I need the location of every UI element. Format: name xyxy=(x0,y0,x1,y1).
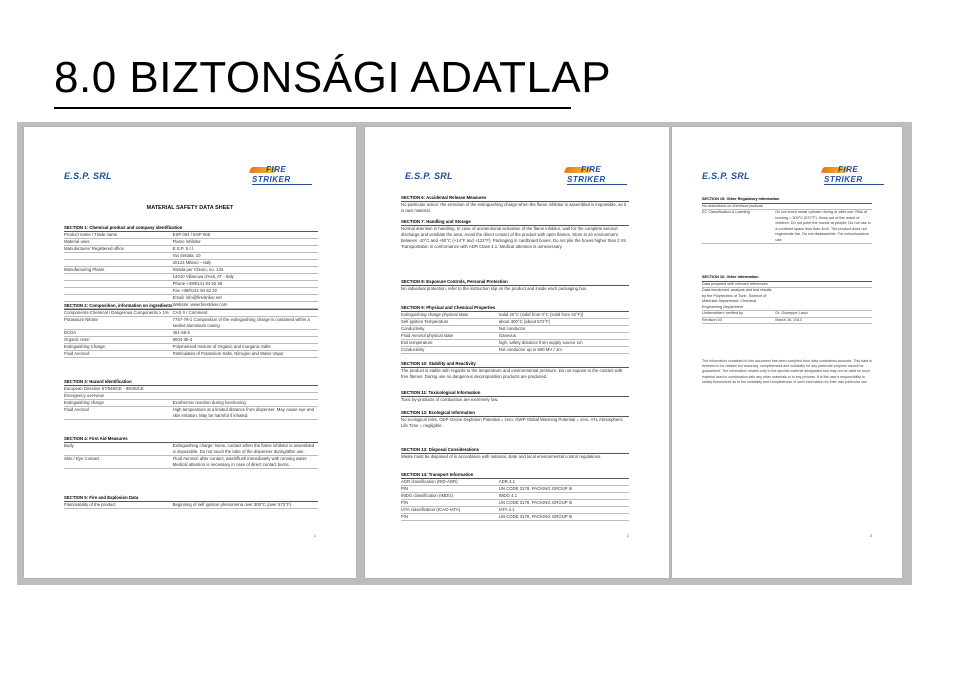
row-value xyxy=(775,288,872,310)
row-label xyxy=(64,281,173,287)
row-label: Components-Chemical / Dangerous Components ≥ 1% xyxy=(64,310,169,315)
section-1 xyxy=(64,225,318,309)
row-value: Phone +39/0141 94 62 58 xyxy=(172,281,223,286)
section-rows xyxy=(702,204,872,245)
row-value: Fluid Aerosol: after contact, wash/flush immediately with running water. Medical attention is necessary in case of direct contact burns. xyxy=(172,456,308,467)
table-row xyxy=(401,486,629,493)
row-value: ADR 4.1 xyxy=(498,479,515,484)
section-heading: SECTION 6: Accidental Release Measures xyxy=(401,195,629,202)
row-label: Fluid Aerosol: xyxy=(64,351,91,356)
section-text: No individual protection, refer to the instruction slip on the product and inside each packaging box. xyxy=(401,286,588,291)
row-value: ESP 004 / ESP 005 xyxy=(172,232,211,237)
row-value: 14010 Villanova d'Asti, AT - Italy xyxy=(172,274,234,279)
section-heading: SECTION 4: First Aid Measures xyxy=(64,436,318,443)
section-text: The product is stable with regards to the temperature and environmental pressure. Do not expose to the contact with free flames. During use no dangerous decomposition products are produced. xyxy=(401,368,623,379)
section-9 xyxy=(401,305,629,354)
row-label: ADR classification (RID-ADR) xyxy=(401,479,458,484)
table-row xyxy=(702,288,872,311)
sds-page-2 xyxy=(365,127,669,578)
row-label: Emergency overview xyxy=(64,393,104,398)
fire-striker-logo xyxy=(822,165,892,187)
table-row xyxy=(64,310,318,317)
row-value: Do not touch metal cylinder during or after use. Risk of burning > 300°C (572°F). Keep out of the reach of children. Do not point the nozzle at people. Do not use in a confined space less than 4m3. The product does not regenerate fire. Do not disassemble. For indoor/outdoor use. xyxy=(775,210,871,242)
row-value: Not conductor up to 500 MV / 1m xyxy=(498,347,562,352)
page-number: 2 xyxy=(626,533,629,538)
section-rows xyxy=(64,310,318,358)
title-underline xyxy=(54,107,571,109)
row-value: 7757-79-1 Composition of the extinguishing charge is contained within a sealed aluminium casing xyxy=(172,317,310,328)
section-10 xyxy=(401,361,629,380)
row-label xyxy=(64,295,173,301)
row-label: Fluid Aerosol xyxy=(64,407,89,412)
section-13 xyxy=(401,447,629,460)
row-value: Via Settala, 10 xyxy=(172,253,201,258)
row-value xyxy=(775,282,872,288)
table-row xyxy=(702,210,872,244)
sds-page-1 xyxy=(24,127,356,578)
logo-line-2: STRIKER xyxy=(824,175,863,184)
row-value: March 26, 2013 xyxy=(775,317,802,322)
table-row xyxy=(64,386,318,393)
table-row xyxy=(64,281,318,288)
section-heading: SECTION 9: Physical and Chemical Properties xyxy=(401,305,629,312)
row-label: IMDG classification (IMDG) xyxy=(401,493,454,498)
table-row xyxy=(64,274,318,281)
row-value: Solid 20°C (solid from 0°C (solid from 32°F)) xyxy=(498,312,584,317)
row-label xyxy=(64,253,173,259)
row-value: Fax +39/0141 94 62 22 xyxy=(172,288,217,293)
section-7 xyxy=(401,219,629,250)
row-label: Exit temperature xyxy=(401,340,433,345)
section-15 xyxy=(702,197,872,244)
logo-line-1: FIRE xyxy=(838,165,859,174)
row-label: Extinguishing charge xyxy=(64,400,104,405)
row-value: about 300°C (about 572°F) xyxy=(498,319,551,324)
section-heading: SECTION 1: Chemical product and company identification xyxy=(64,225,318,232)
table-row xyxy=(401,493,629,500)
row-value xyxy=(775,204,872,210)
row-label: P/N xyxy=(401,486,409,491)
table-row xyxy=(401,340,629,347)
section-heading: SECTION 10: Stability and Reactivity xyxy=(401,361,629,368)
table-row xyxy=(401,347,629,354)
section-text: No ecological risks. ODP Ozone Depletion Potential = zero. GWP Global Warming Potential = zero. ATL Atmospheric Life Time = negligible. xyxy=(401,417,623,428)
page-header xyxy=(365,163,669,189)
row-label: Skin / Eye Contact xyxy=(64,456,100,461)
section-6 xyxy=(401,195,629,214)
table-row xyxy=(64,295,318,302)
table-row xyxy=(401,507,629,514)
row-value: CAS # / Comment xyxy=(172,310,208,315)
logo-swoosh xyxy=(824,184,884,185)
row-value: Gaseous xyxy=(498,333,516,338)
row-value: UN CODE 3178, PACKING GROUP III xyxy=(498,486,573,491)
section-11 xyxy=(401,390,629,403)
table-row xyxy=(64,260,318,267)
row-value: Website: www.firestriker.com xyxy=(172,302,228,307)
section-heading: SECTION 15: Other Regulatory Information xyxy=(702,197,872,204)
document-title: MATERIAL SAFETY DATA SHEET xyxy=(146,205,234,211)
table-row xyxy=(64,232,318,239)
table-row xyxy=(401,479,629,486)
table-row xyxy=(64,456,318,469)
section-rows xyxy=(64,502,318,509)
row-value: 20124 Milano – Italy xyxy=(172,260,212,265)
row-value: Beginning of self ignition phenomena over 300°C (over 572°F). xyxy=(172,502,293,507)
table-row xyxy=(64,330,318,337)
section-rows xyxy=(401,312,629,354)
row-label: Self ignition Temperature xyxy=(401,319,449,324)
row-label: Product name / Trade name xyxy=(64,232,118,237)
row-label xyxy=(64,274,173,280)
sds-page-3 xyxy=(672,127,902,578)
row-label: Manufacturer/ Registered office xyxy=(64,246,124,251)
company-name: E.S.P. SRL xyxy=(702,171,750,181)
logo-line-1: FIRE xyxy=(581,165,602,174)
row-value: High temperature at a limited distance from dispenser. May cause eye and skin irritation. May be harmful if inhaled. xyxy=(172,407,315,418)
section-14 xyxy=(401,472,629,521)
row-value: 461-58-5 xyxy=(172,330,190,335)
table-row xyxy=(702,318,872,325)
table-row xyxy=(401,333,629,340)
section-heading: SECTION 5: Fire and Explosion Data xyxy=(64,495,318,502)
row-value: 9003-35-4 xyxy=(172,337,193,342)
table-row xyxy=(401,312,629,319)
row-value xyxy=(173,393,318,399)
section-text: No particular action: the emission of the extinguishing charge when the flame inhibitor is assembled is impossible, as it is own material. xyxy=(401,202,626,213)
row-label: P/N xyxy=(401,500,409,505)
row-value: Polymerised mixture of Organic and Inorganic Salts xyxy=(172,344,271,349)
row-value: Exothermic reaction during functioning xyxy=(172,400,246,405)
table-row xyxy=(401,319,629,326)
logo-line-2: STRIKER xyxy=(567,175,606,184)
section-5 xyxy=(64,495,318,509)
page-header xyxy=(672,163,902,189)
section-text: Toxic by-products of combustion are extremely low. xyxy=(401,397,499,402)
company-name: E.S.P. SRL xyxy=(64,171,112,181)
table-row xyxy=(401,326,629,333)
logo-swoosh xyxy=(252,184,312,185)
section-rows xyxy=(64,386,318,420)
row-label: No restrictions on chemical products xyxy=(702,203,764,208)
row-value: E.S.P. S.r.l. xyxy=(172,246,195,251)
section-3 xyxy=(64,379,318,420)
section-16 xyxy=(702,275,872,324)
row-label: Conductivity xyxy=(401,347,425,352)
section-4 xyxy=(64,436,318,469)
table-row xyxy=(64,267,318,274)
section-8 xyxy=(401,279,629,292)
row-value: IMDG 4.1 xyxy=(498,493,518,498)
row-label: Data prepared with relevant references. xyxy=(702,281,769,286)
table-row xyxy=(64,239,318,246)
row-value: Extinguishing charge: None, contact when the flame inhibitor is assembled is impossible. Do not touch the tube of the dispenser during/after use. xyxy=(172,443,315,454)
section-text: Normal attention in handling. In case of unintentional activation of the flame inhibitor, wait for the complete aerosol discharge and ventilate the area. Avoid the direct contact of the product with open flames. Store in an environment between -10°C and +50°C (+14°F and +122°F). Packaging in cardboard boxes. Do not pile the boxes higher than 2 mt. Transportation in conformance with ADR Class 4.1. Medical attention is unnecessary. xyxy=(401,226,627,249)
row-value: Not conductor xyxy=(498,326,526,331)
section-rows xyxy=(64,443,318,469)
table-row xyxy=(64,344,318,351)
section-12 xyxy=(401,410,629,429)
fire-striker-logo xyxy=(565,165,635,187)
row-label: Flammability of the product xyxy=(64,502,116,507)
row-value: Particulates of Potassium Salts, Nitrogen and Water Vapor xyxy=(172,351,284,356)
row-value: UN CODE 3178, PACKING GROUP III xyxy=(498,500,573,505)
section-rows xyxy=(702,282,872,325)
company-name: E.S.P. SRL xyxy=(405,171,453,181)
logo-line-2: STRIKER xyxy=(252,175,291,184)
row-label: IATA classification (ICAO-IATA) xyxy=(401,507,461,512)
row-label: European Directive 67/548/CE - 99/45/CE xyxy=(64,386,144,391)
table-row xyxy=(64,400,318,407)
table-row xyxy=(64,317,318,330)
row-label: DCDA xyxy=(64,330,77,335)
table-row xyxy=(64,246,318,253)
section-heading: SECTION 12: Ecological Information xyxy=(401,410,629,417)
slide-title: 8.0 BIZTONSÁGI ADATLAP xyxy=(54,53,612,102)
section-heading: SECTION 16: Other Information xyxy=(702,275,872,282)
section-heading: SECTION 2: Composition, information on ingredients xyxy=(64,303,318,310)
row-label: Data mentioned, analysis and test results by the Polytechnic of Turin, Science of Materials Department; Chemical Engineering Department xyxy=(702,288,772,309)
row-label: Body xyxy=(64,443,74,448)
row-value: high, safety distance from supply source 1m xyxy=(498,340,583,345)
row-label: Extinguishing Charge: xyxy=(64,344,107,349)
row-label: Material uses xyxy=(64,239,90,244)
section-heading: SECTION 3: Hazard Identification xyxy=(64,379,318,386)
section-heading: SECTION 7: Handling and Storage xyxy=(401,219,629,226)
row-value: UN CODE 3178, PACKING GROUP III xyxy=(498,514,573,519)
table-row xyxy=(64,253,318,260)
row-label: Conductivity xyxy=(401,326,425,331)
row-label: Organic resin xyxy=(64,337,90,342)
row-label xyxy=(64,260,173,266)
page-header xyxy=(24,163,356,189)
table-row xyxy=(64,351,318,358)
section-rows xyxy=(64,232,318,309)
section-heading: SECTION 14: Transport Information xyxy=(401,472,629,479)
row-value: Flame inhibitor xyxy=(172,239,201,244)
row-label xyxy=(64,288,173,294)
row-label: P/N xyxy=(401,514,409,519)
section-text: Waste must be disposed of in accordance with national, state and local environmental control regulations. xyxy=(401,454,602,459)
fire-striker-logo xyxy=(250,165,320,187)
table-row xyxy=(64,393,318,400)
page-number: 1 xyxy=(313,533,316,538)
section-heading: SECTION 8: Exposure Controls, Personal Protection xyxy=(401,279,629,286)
row-label: Extinguishing charge physical state xyxy=(401,312,469,317)
row-label: Underwritten/ verified by xyxy=(702,311,743,315)
table-row xyxy=(64,288,318,295)
row-value: Strada per Chiaro, no. 134 xyxy=(172,267,224,272)
section-2 xyxy=(64,303,318,358)
logo-line-1: FIRE xyxy=(266,165,287,174)
logo-swoosh xyxy=(567,184,627,185)
row-label: Revision 00 xyxy=(702,317,722,322)
page-number: 3 xyxy=(869,533,872,538)
row-label: EC Classification & Labeling xyxy=(702,210,750,214)
row-value: IATA 4.1 xyxy=(498,507,515,512)
row-value: Dr. Giuseppe Lanzi xyxy=(775,311,808,315)
row-label: Potassium Nitrate xyxy=(64,317,98,322)
table-row xyxy=(64,502,318,509)
row-label: Fluid Aerosol physical state xyxy=(401,333,454,338)
section-rows xyxy=(401,479,629,521)
table-row xyxy=(64,337,318,344)
section-heading: SECTION 13: Disposal Considerations xyxy=(401,447,629,454)
disclaimer-text: The information contained in this document has been compiled from data considered accurate. This data is believed to be reliable but accuracy, completeness and suitability for any particular purpose cannot be guaranteed. The information relates only to the specific material designated and may not be valid for such material used in combination with any other materials or in any process. It is the user's responsibility to satisfy themselves as to the suitability and completeness of such information for their own particular use. xyxy=(702,359,872,384)
table-row xyxy=(64,443,318,456)
table-row xyxy=(401,500,629,507)
row-value xyxy=(173,386,318,392)
row-label: Manufacturing Plants xyxy=(64,267,105,272)
section-heading: SECTION 11: Toxicological Information xyxy=(401,390,629,397)
table-row xyxy=(401,514,629,521)
row-value: Email: info@firestriker.net xyxy=(172,295,222,300)
table-row xyxy=(64,407,318,420)
